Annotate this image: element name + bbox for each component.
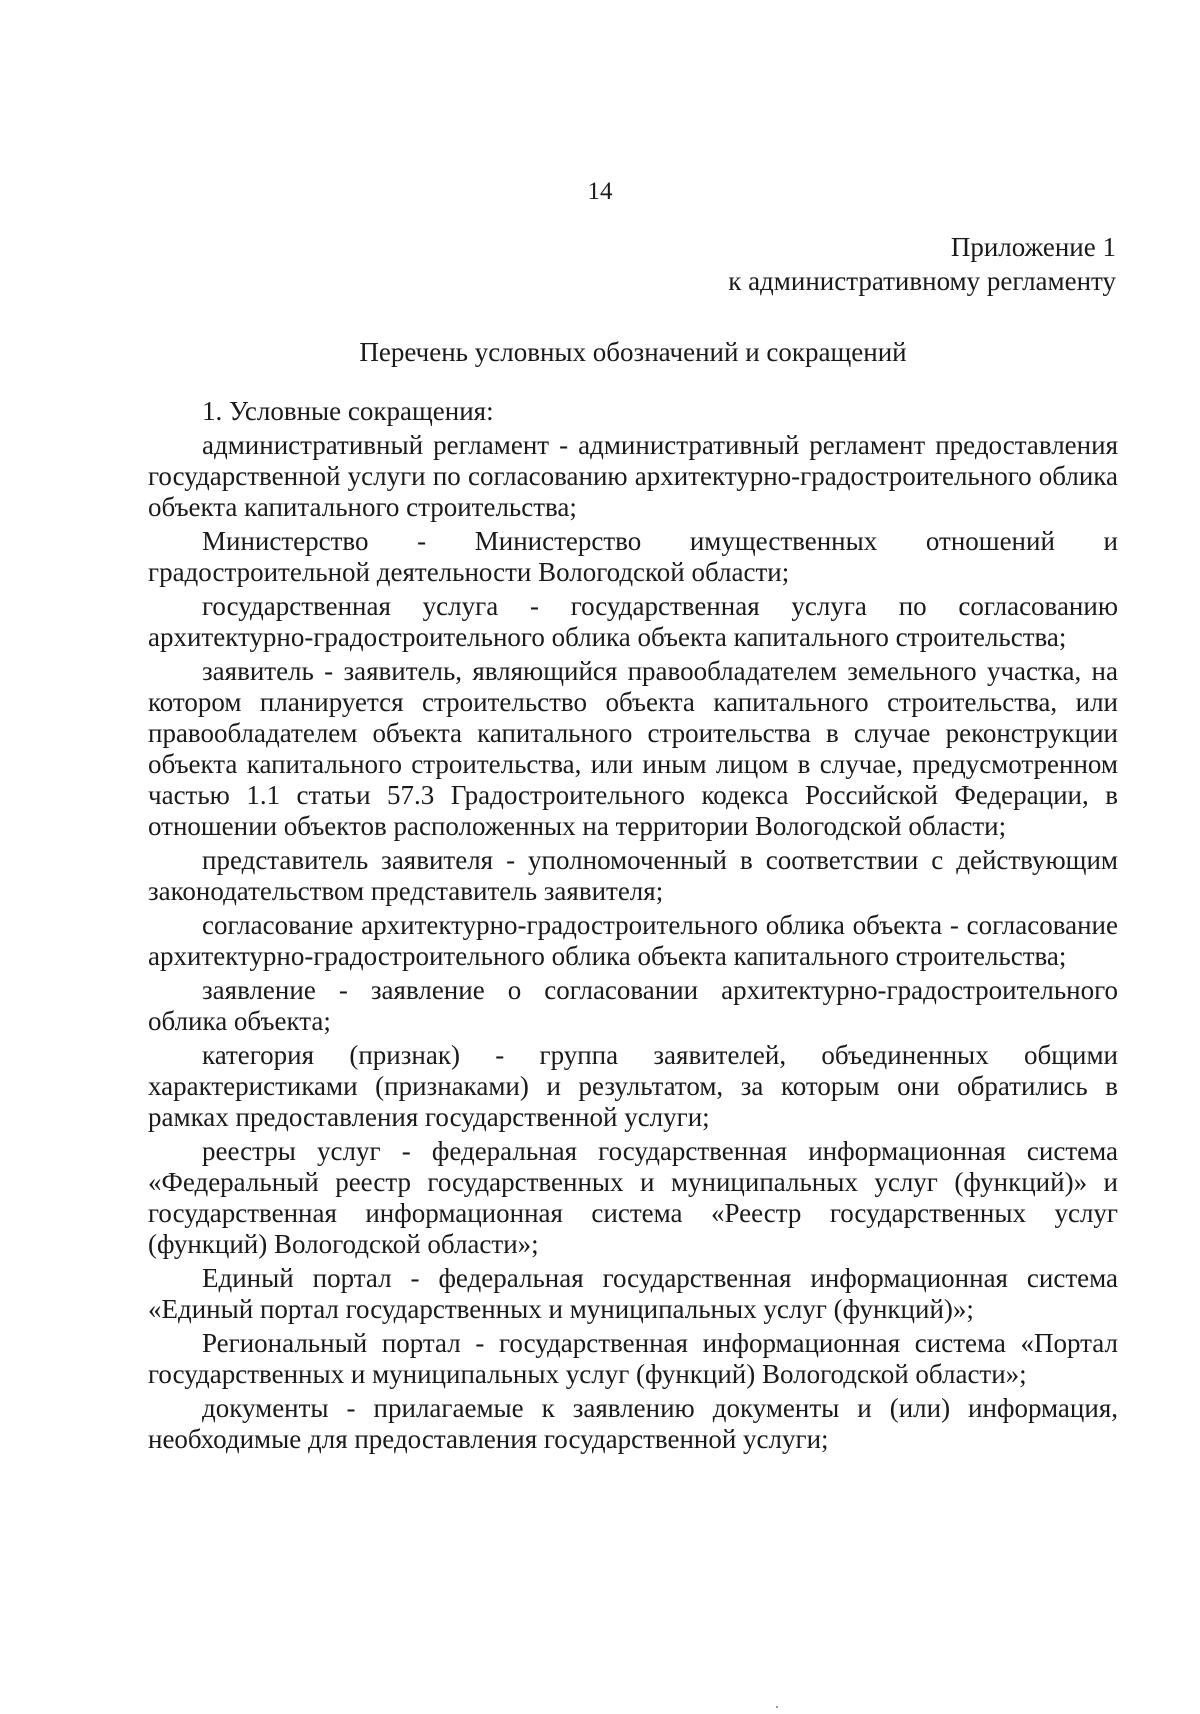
definition-paragraph: заявление - заявление о согласовании архитектурно-градостроительного облика объекта; (148, 975, 1118, 1036)
definition-paragraph: заявитель - заявитель, являющийся правообладателем земельного участка, на котором планируется строительство объекта капитального строительства, или правообладателем объекта капитального строительства в случае реконструкции объекта капитального строительства, или иным лицом в случае, предусмотренном частью 1.1 статьи 57.3 Градостроительного кодекса Российской Федерации, в отношении объектов расположенных на территории Вологодской области; (148, 656, 1118, 841)
definition-paragraph: административный регламент - административный регламент предоставления государственной услуги по согласованию архитектурно-градостроительного облика объекта капитального строительства; (148, 430, 1118, 522)
definitions-list (148, 430, 1118, 1458)
definition-paragraph: представитель заявителя - уполномоченный в соответствии с действующим законодательством представитель заявителя; (148, 845, 1118, 906)
definition-paragraph: Региональный портал - государственная информационная система «Портал государственных и муниципальных услуг (функций) Вологодской области»; (148, 1328, 1118, 1389)
document-title: Перечень условных обозначений и сокращений (359, 337, 907, 367)
definition-paragraph: документы - прилагаемые к заявлению документы и (или) информация, необходимые для предоставления государственной услуги; (148, 1393, 1118, 1454)
definition-paragraph: реестры услуг - федеральная государственная информационная система «Федеральный реестр государственных и муниципальных услуг (функций)» и государственная информационная система «Реестр государственных услуг (функций) Вологодской области»; (148, 1136, 1118, 1259)
appendix-line-2: к административному регламенту (728, 266, 1116, 296)
appendix-header (728, 230, 1116, 298)
definition-paragraph: согласование архитектурно-градостроительного облика объекта - согласование архитектурно-градостроительного облика объекта капитального строительства; (148, 910, 1118, 971)
definition-paragraph: государственная услуга - государственная услуга по согласованию архитектурно-градостроительного облика объекта капитального строительства; (148, 591, 1118, 652)
definition-paragraph: Министерство - Министерство имущественных отношений и градостроительной деятельности Вологодской области; (148, 526, 1118, 587)
appendix-line-1: Приложение 1 (950, 232, 1116, 262)
page-number: 14 (587, 178, 613, 205)
definition-paragraph: Единый портал - федеральная государственная информационная система «Единый портал государственных и муниципальных услуг (функций)»; (148, 1263, 1118, 1324)
section-heading: 1. Условные сокращения: (202, 396, 494, 426)
definition-paragraph: категория (признак) - группа заявителей, объединенных общими характеристиками (признаками) и результатом, за которым они обратились в рамках предоставления государственной услуги; (148, 1040, 1118, 1132)
scan-speck (776, 1706, 778, 1708)
